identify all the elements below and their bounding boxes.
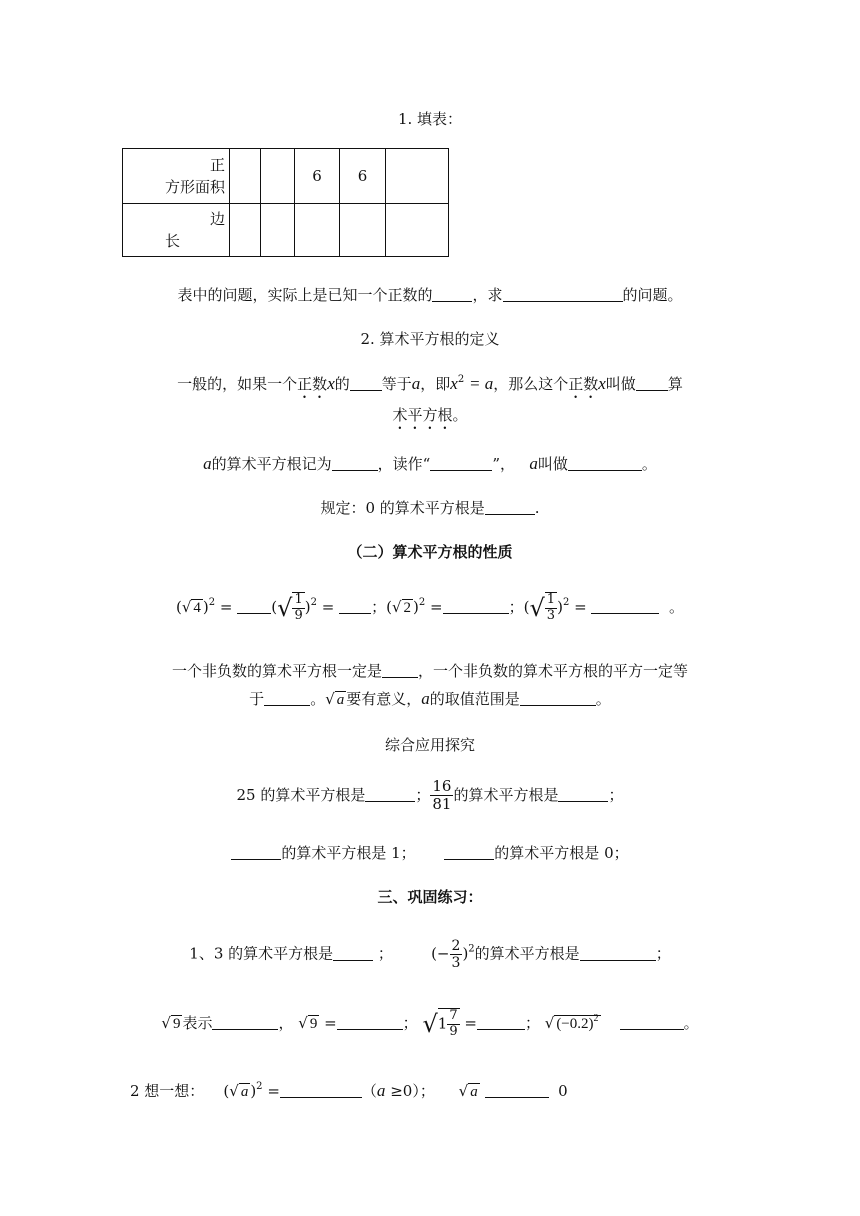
numerator: 1 (546, 592, 556, 607)
text: 1、3 的算术平方根是 (189, 944, 334, 963)
equation: = a (468, 374, 494, 393)
answer-blank[interactable] (231, 845, 281, 860)
exercise-2 (0, 1008, 860, 1040)
fraction (430, 778, 453, 814)
answer-blank[interactable] (477, 1015, 525, 1030)
radicand: a (240, 1084, 249, 1100)
text: 25 的算术平方根是 (236, 785, 366, 804)
text: 要有意义， (346, 690, 422, 708)
table-cell[interactable] (386, 149, 449, 204)
radicand: 9 (172, 1015, 181, 1032)
text: （ (361, 1082, 377, 1100)
answer-blank[interactable] (444, 845, 494, 860)
numerator: 7 (449, 1008, 458, 1023)
denominator: 3 (451, 955, 461, 972)
text: 等于 (381, 375, 412, 393)
table-cell[interactable]: 6 (340, 149, 386, 204)
rule-line (0, 497, 860, 518)
exponent: 2 (457, 374, 465, 385)
text: ，读作“ (377, 455, 431, 473)
row-label-area-a: 正 (209, 156, 225, 174)
var-x: x (598, 374, 606, 393)
row-label-side (123, 204, 230, 257)
var-a: a (203, 454, 212, 473)
exponent: 2 (593, 1012, 599, 1024)
row-label-side-a: 边 (209, 210, 225, 228)
radicand: 9 (309, 1015, 318, 1032)
text: = (219, 597, 233, 616)
text: 的算术平方根是 (474, 944, 580, 963)
answer-blank[interactable] (485, 500, 535, 515)
table-cell[interactable]: 6 (295, 149, 340, 204)
answer-blank[interactable] (332, 456, 378, 471)
exponent: 2 (468, 943, 475, 955)
exponent: 2 (418, 596, 426, 608)
emphasized-text: 正数 (297, 375, 328, 393)
table-cell[interactable] (261, 204, 295, 257)
sqrt-icon: √ (544, 1013, 555, 1032)
row-label-area (123, 149, 230, 204)
sqrt-icon: √ (181, 597, 192, 616)
radicand-value: (−0.2) (556, 1015, 594, 1032)
text: 。 (595, 690, 611, 708)
sqrt-icon: √ (422, 1009, 438, 1038)
text: = (321, 597, 335, 616)
text: ； (415, 785, 431, 804)
text: ”， (492, 455, 515, 473)
table-cell[interactable] (230, 149, 261, 204)
answer-blank[interactable] (485, 1083, 549, 1098)
text: 算 (667, 375, 683, 393)
answer-blank[interactable] (339, 599, 371, 614)
fraction (447, 1009, 459, 1040)
emphasized-text: 正数 (568, 375, 599, 393)
text: 的算术平方根是 (453, 785, 559, 804)
text: 的算术平方根是 1； (281, 844, 416, 862)
table-row (123, 149, 449, 204)
think-line: 2 想一想： (√ a )$^2$ = （a ≥0）； √ a 0 (130, 1081, 568, 1100)
text: ，求 (472, 286, 503, 304)
text: 于 (249, 690, 265, 708)
section-iii-title: 三、巩固练习： (377, 888, 483, 906)
text: 。 (310, 690, 326, 708)
table-row (123, 204, 449, 257)
radicand: 2 (403, 599, 412, 616)
row-label-area-b: 方形面积 (164, 178, 225, 196)
table-cell[interactable] (230, 204, 261, 257)
text: 。 (669, 597, 685, 616)
exponent: 2 (562, 596, 570, 608)
section-2-title: 2. 算术平方根的定义 (360, 330, 500, 348)
text: = (464, 1013, 477, 1032)
synthesis-title: 综合应用探究 (384, 736, 475, 754)
answer-blank[interactable] (212, 1015, 278, 1030)
table-cell[interactable] (295, 204, 340, 257)
text: ； (655, 944, 671, 963)
var-a: a (411, 374, 421, 393)
emphasized-text: 术平方根 (392, 406, 453, 424)
answer-blank[interactable] (503, 287, 623, 302)
sqrt-icon: √ (229, 1082, 239, 1100)
denominator: 3 (546, 607, 556, 623)
answer-blank[interactable] (365, 787, 415, 802)
answer-blank[interactable] (382, 663, 418, 678)
text: ，那么这个 (493, 375, 569, 393)
numerator: 16 (432, 777, 452, 795)
text: ； (508, 597, 524, 616)
sqrt-icon: √ (391, 597, 402, 616)
text: 0 (558, 1082, 568, 1100)
definition-line-2 (0, 404, 860, 433)
answer-blank[interactable] (558, 787, 608, 802)
sqrt-icon: √ (277, 593, 293, 622)
text: = (267, 1082, 280, 1100)
answer-blank[interactable] (591, 599, 659, 614)
denominator: 9 (294, 607, 303, 623)
nonneg-line-1 (0, 660, 860, 681)
exponent: 2 (208, 596, 216, 608)
exercise-1: 1、3 的算术平方根是 ； (− $\frac{2}{3}$ )$^2$的算术平方根是 ； (189, 938, 671, 972)
radicand (554, 1012, 600, 1032)
row-label-side-b: 长 (165, 232, 181, 250)
fraction (292, 592, 304, 624)
table-cell[interactable] (340, 204, 386, 257)
sqrt-icon: √ (458, 1082, 469, 1100)
text: = (574, 597, 587, 616)
var-a: a (421, 689, 430, 708)
answer-blank[interactable] (333, 946, 373, 961)
var-a: a (529, 454, 538, 473)
text: 。 (641, 455, 657, 473)
var-a: a (376, 1081, 386, 1100)
sqrt-icon: √ (298, 1013, 308, 1032)
exponent: 2 (256, 1081, 263, 1092)
text: 的算术平方根记为 (211, 455, 332, 473)
radicand: a (470, 1084, 478, 1100)
answer-blank[interactable] (264, 691, 310, 706)
numerator: 1 (294, 592, 303, 607)
text: 一般的，如果一个 (177, 375, 298, 393)
answer-blank[interactable] (443, 599, 509, 614)
text: ； (371, 597, 387, 616)
definition-line-1 (0, 373, 860, 402)
text: . (534, 499, 540, 517)
text: 规定：0 的算术平方根是 (320, 499, 485, 517)
answer-blank[interactable] (430, 456, 492, 471)
text: ，即 (420, 375, 451, 393)
table-cell[interactable] (261, 149, 295, 204)
section-ii-title: （二）算术平方根的性质 (347, 543, 513, 561)
answer-blank[interactable] (568, 456, 642, 471)
text: ； (524, 1013, 540, 1032)
text: 表示 (182, 1013, 213, 1032)
answer-blank[interactable] (237, 599, 271, 614)
text: ； (608, 785, 624, 804)
q25-line (0, 778, 860, 814)
text: = (324, 1013, 337, 1032)
whole-part: 1 (437, 1014, 448, 1033)
answer-blank[interactable] (520, 691, 596, 706)
fill-table (122, 148, 449, 257)
numerator: 2 (451, 938, 461, 954)
answer-blank[interactable] (350, 376, 382, 391)
notation-line (0, 453, 860, 474)
table-question (0, 284, 860, 305)
answer-blank[interactable] (337, 1015, 403, 1030)
text: ； (402, 1013, 418, 1032)
var-x: x (450, 374, 458, 393)
text: 。 (683, 1013, 699, 1032)
text: 的算术平方根是 0； (494, 844, 629, 862)
mixed-number (438, 1008, 460, 1040)
text: 叫做 (537, 455, 568, 473)
text: 的问题。 (622, 286, 683, 304)
text: 2 想一想： (130, 1082, 205, 1100)
section-1-title: 1. 填表： (397, 110, 463, 128)
fraction (545, 592, 557, 624)
property-exercises: (√ 4 )$^2$ = (√ $\frac{1}{9}$ )$^2$ = ；(√ 2 )$^2$ = ；(√ $\frac{1}{3}$ )$^2$ = 。 (175, 592, 685, 623)
radicand: a (336, 692, 345, 708)
text: 的取值范围是 (429, 690, 520, 708)
answer-blank[interactable] (580, 946, 656, 961)
sqrt-icon: √ (529, 593, 545, 622)
answer-blank[interactable] (620, 1015, 684, 1030)
text: ； (377, 944, 393, 963)
text: 。 (452, 406, 468, 424)
sqrt-icon: √ (161, 1013, 171, 1032)
denominator: 81 (432, 795, 452, 814)
answer-blank[interactable] (432, 287, 472, 302)
text: 表中的问题，实际上是已知一个正数的 (177, 286, 433, 304)
sqrt-icon: √ (325, 690, 335, 708)
radicand: 4 (193, 599, 201, 616)
text: ，一个非负数的算术平方根的平方一定等 (418, 662, 689, 680)
text: ， (278, 1013, 294, 1032)
text: = (430, 597, 443, 616)
var-x: x (327, 374, 335, 393)
fraction (450, 938, 463, 971)
text: 叫做 (605, 375, 636, 393)
table-cell[interactable] (386, 204, 449, 257)
q1-line (0, 842, 860, 863)
exponent: 2 (310, 596, 317, 608)
answer-blank[interactable] (636, 376, 668, 391)
denominator: 9 (449, 1023, 458, 1039)
answer-blank[interactable] (280, 1083, 362, 1098)
nonneg-line-2 (0, 688, 860, 709)
text: 一个非负数的算术平方根一定是 (171, 662, 382, 680)
text: ≥0）； (390, 1082, 435, 1100)
text: 的 (334, 375, 350, 393)
